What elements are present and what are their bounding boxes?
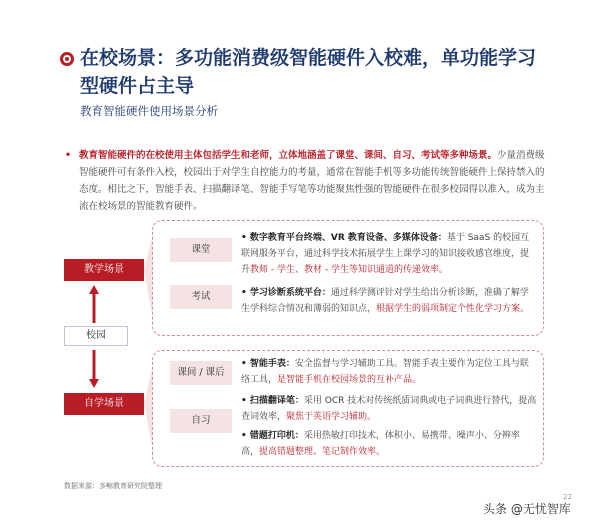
item-lead: • 扫描翻译笔： [241, 396, 304, 406]
intro-paragraph [65, 147, 547, 215]
item-lead: • 错题打印机： [241, 431, 304, 441]
page-number: 22 [563, 493, 572, 501]
page-subtitle: 教育智能硬件使用场景分析 [80, 104, 218, 118]
self-study-scene-label: 自学场景 [64, 393, 144, 415]
item-lead: • 智能手表： [241, 359, 295, 369]
category-exam: 考试 [170, 285, 232, 309]
item-lead: • 数字教育平台终端、VR 教育设备、多媒体设备： [241, 233, 447, 243]
item-text: 通过科学测评针对学生给出分析诊断，准确了解学生学科综合情况和薄弱的知识点， [241, 288, 529, 314]
intro-highlight: 教育智能硬件的在校使用主体包括学生和老师，立体地涵盖了课堂、课间、自习、考试等多种场景。 [79, 150, 498, 161]
data-source: 数据来源：多鲸教育研究院整理 [64, 482, 162, 490]
intro-bullet: • [65, 150, 72, 161]
item-text: 采用热敏打印技术，体积小、易携带、噪声小、分辨率高， [241, 431, 520, 457]
category-classroom: 课堂 [170, 238, 232, 262]
watermark: 头条 @无忧智库 [483, 502, 571, 516]
item-smart-watch [241, 356, 537, 388]
campus-label: 校园 [64, 326, 128, 346]
title-bullet-icon [60, 52, 74, 66]
category-break: 课间 / 课后 [170, 361, 232, 385]
item-lead: • 学习诊断系统平台： [241, 288, 331, 298]
item-mistake-printer [241, 428, 537, 460]
item-text: 安全监督与学习辅助工具。智能手表主要作为定位工具与联络工具， [241, 359, 529, 385]
item-text: 基于 SaaS 的校园互联网服务平台，通过科学技术拓展学生上课学习的知识接收感官维度，提升 [241, 233, 530, 275]
item-highlight: 教师 - 学生、教材 - 学生等知识通道的传递效率。 [250, 265, 448, 275]
item-highlight: 提高错题整理、笔记制作效率。 [259, 447, 386, 457]
item-digital-platform [241, 230, 537, 278]
arrow-down-icon [89, 350, 99, 388]
arrow-up-icon [89, 285, 99, 323]
teaching-scene-label: 教学场景 [64, 259, 144, 281]
item-diagnosis-system [241, 285, 537, 317]
category-self-study: 自习 [170, 409, 232, 433]
item-scan-pen [241, 393, 537, 425]
page-title: 在校场景：多功能消费级智能硬件入校难，单功能学习型硬件占主导 [80, 47, 537, 97]
item-highlight: 根据学生的弱项制定个性化学习方案。 [376, 304, 530, 314]
item-highlight: 聚焦于英语学习辅助。 [286, 412, 377, 422]
intro-body: 少量消费级智能硬件可有条件入校，校园出于对学生自控能力的考量，通常在智能手机等多功能传统智能硬件上保持禁入的态度。相比之下，智能手表、扫描翻译笔、智能手写笔等功能聚焦性强的智能硬件在很多校园得以准入，成为主流在校场景的智能教育硬件。 [79, 150, 545, 212]
item-text: 采用 OCR 技术对传统纸质词典或电子词典进行替代，提高查词效率， [241, 396, 537, 422]
item-highlight: 是智能手机在校园场景的互补产品。 [277, 375, 422, 385]
